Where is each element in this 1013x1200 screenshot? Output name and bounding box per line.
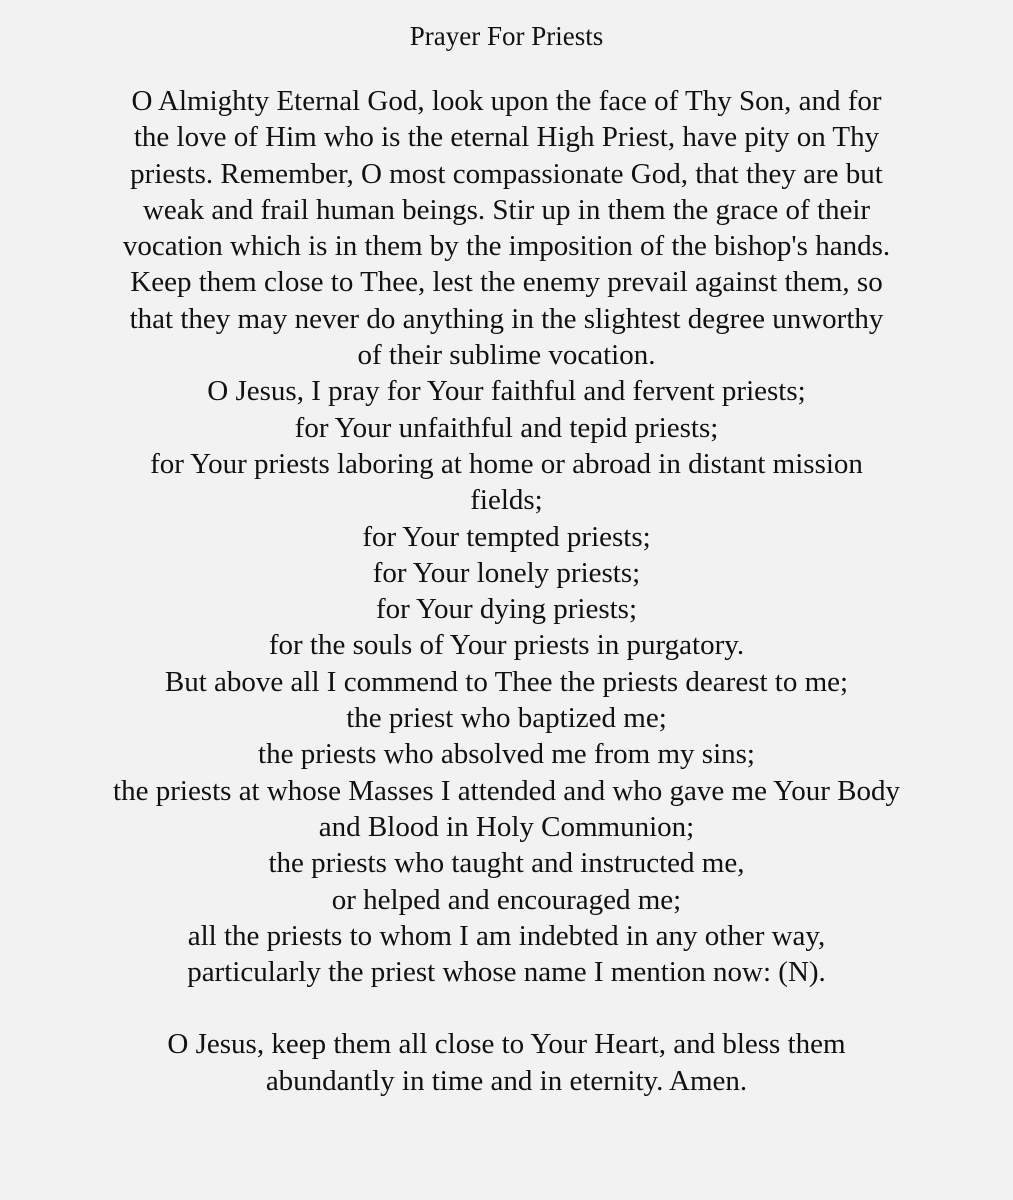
text-line: particularly the priest whose name I mention now: (N). [187,956,826,989]
text-line: the priest who baptized me; [346,702,667,735]
text-line: O Jesus, I pray for Your faithful and fervent priests; [207,375,806,408]
text-line: But above all I commend to Thee the priests dearest to me; [164,665,849,698]
text-line: for Your tempted priests; [362,520,651,553]
text-line: the love of Him who is the eternal High Priest, have pity on Thy [133,121,880,154]
text-line: the priests at whose Masses I attended and who gave me Your Body [113,774,900,807]
text-line: weak and frail human beings. Stir up in them the grace of their [142,193,871,226]
text-line: for the souls of Your priests in purgatory. [268,629,745,662]
text-line: or helped and encouraged me; [331,883,682,916]
text-line: of their sublime vocation. [357,339,656,372]
text-line: the priests who taught and instructed me, [268,847,745,880]
prayer-body [30,83,983,990]
text-line: Keep them close to Thee, lest the enemy prevail against them, so [130,266,883,299]
text-line: O Jesus, keep them all close to Your Heart, and bless them [167,1028,846,1061]
text-line: and Blood in Holy Communion; [318,810,695,843]
text-line: all the priests to whom I am indebted in any other way, [187,919,826,952]
text-line: abundantly in time and in eternity. Amen. [265,1064,748,1097]
text-line: that they may never do anything in the slightest degree unworthy [129,302,884,335]
text-line: the priests who absolved me from my sins; [258,738,755,771]
text-line: for Your lonely priests; [372,556,641,589]
text-line: for Your priests laboring at home or abroad in distant mission [150,447,863,480]
text-line: priests. Remember, O most compassionate God, that they are but [130,157,883,190]
page-title: Prayer For Priests [409,21,604,51]
paragraph-gap [30,990,983,1026]
text-line: fields; [470,484,543,517]
text-line: vocation which is in them by the imposition of the bishop's hands. [122,230,891,263]
prayer-closing [30,1026,983,1099]
text-line: for Your unfaithful and tepid priests; [294,411,719,444]
text-line: for Your dying priests; [375,593,637,626]
text-line: O Almighty Eternal God, look upon the face of Thy Son, and for [131,85,882,117]
